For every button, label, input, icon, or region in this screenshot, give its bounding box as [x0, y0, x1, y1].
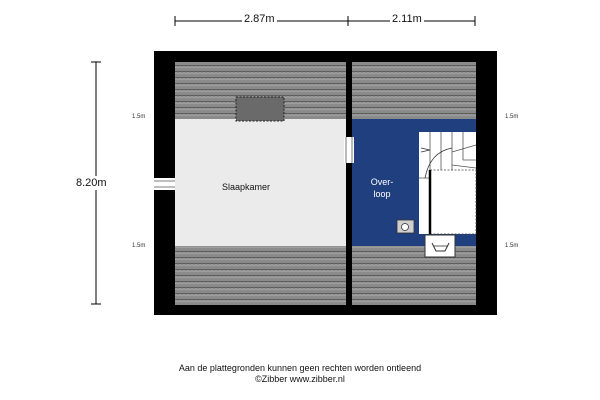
footer-copyright: ©Zibber www.zibber.nl	[255, 374, 345, 384]
slope-mark-bottom-left: 1.5m	[132, 243, 146, 249]
room-label-landing-line1: Over-	[370, 177, 394, 187]
roof-slope-bottom-left	[175, 246, 346, 305]
door-icon	[344, 137, 354, 163]
dimension-width-left: 2.87m	[244, 13, 275, 25]
room-label-landing-line2: loop	[373, 189, 391, 199]
dimension-height: 8.20m	[76, 177, 107, 189]
boiler-icon	[397, 220, 414, 233]
slope-mark-bottom-right: 1.5m	[505, 243, 519, 249]
window-icon	[154, 178, 175, 190]
room-label-bedroom: Slaapkamer	[222, 182, 271, 192]
slope-mark-top-right: 1.5m	[505, 114, 519, 120]
slope-mark-top-left: 1.5m	[132, 114, 146, 120]
room-label-landing	[362, 176, 402, 200]
staircase-icon	[419, 132, 476, 234]
roof-slope-top-right	[352, 62, 476, 119]
roof-slope-bottom-right	[352, 246, 476, 305]
footer-disclaimer: Aan de plattegronden kunnen geen rechten worden ontleend	[178, 363, 422, 373]
dimension-line-top	[175, 16, 475, 26]
washing-machine-icon	[425, 235, 455, 257]
skylight-icon	[236, 97, 284, 121]
dimension-width-right: 2.11m	[392, 13, 422, 25]
